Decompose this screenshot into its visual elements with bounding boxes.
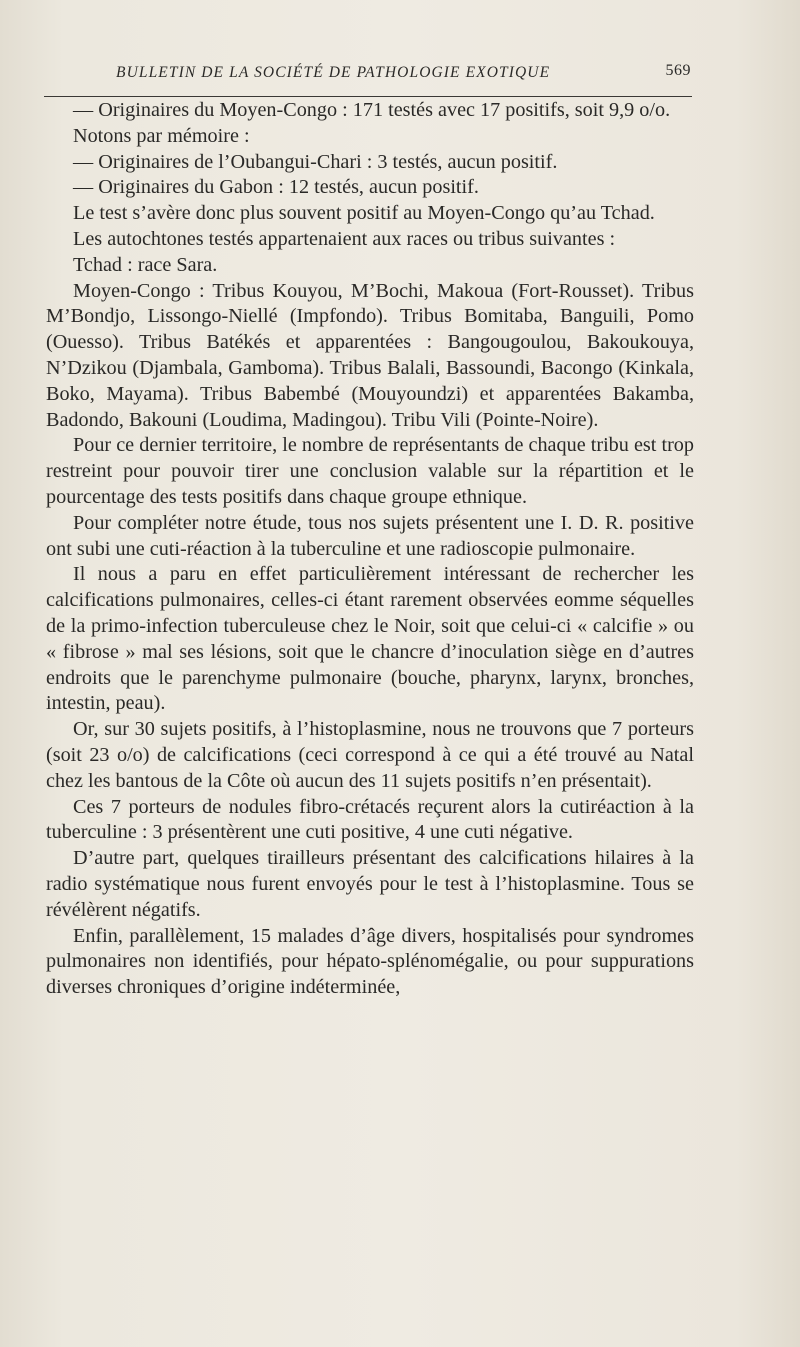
running-title: BULLETIN DE LA SOCIÉTÉ DE PATHOLOGIE EXOTIQUE (116, 64, 551, 81)
header-rule (44, 96, 692, 97)
paragraph-enfin: Enfin, parallèlement, 15 malades d’âge divers, hospitalisés pour syndromes pulmonaires non identifiés, pour hépato-splénomégalie, ou pour suppurations diverses chroniques d’origine indéterminée, (46, 924, 694, 999)
paragraph-calcifications: Il nous a paru en effet particulièrement intéressant de rechercher les calcifications pulmonaires, celles-ci étant rarement observées eomme séquelles de la primo-infection tuberculeuse chez le Noir, soit que celui-ci « calcifie » ou « fibrose » mal ses lésions, soit que le chancre d’inoculation siège en d’autres endroits que le parenchyme pulmonaire (bouche, pharynx, larynx, bronches, intestin, peau). (46, 563, 694, 715)
paragraph-autochtones: Les autochtones testés appartenaient aux races ou tribus suivantes : (73, 227, 616, 250)
page-header (116, 62, 691, 86)
page-number: 569 (665, 62, 691, 79)
paragraph-territory-note: Pour ce dernier territoire, le nombre de représentants de chaque tribu est trop restreint pour pouvoir tirer une conclusion valable sur la répartition et le pourcentage des tests positifs dans chaque groupe ethnique. (46, 434, 694, 508)
paragraph-tirailleurs: D’autre part, quelques tirailleurs présentant des calcifications hilaires à la radio systématique nous furent envoyés pour le test à l’histoplasmine. Tous se révélèrent négatifs. (46, 847, 694, 921)
paragraph-gabon: — Originaires du Gabon : 12 testés, aucun positif. (73, 176, 479, 199)
body-text (46, 98, 694, 1001)
paragraph-moyen-congo-tribes: Moyen-Congo : Tribus Kouyou, M’Bochi, Makoua (Fort-Rousset). Tribus M’Bondjo, Lissongo-Niellé (Impfondo). Tribus Bomitaba, Banguili, Pomo (Ouesso). Tribus Batékés et apparentées : Bangougoulou, Bakoukouya, N’Dzikou (Djambala, Gamboma). Tribus Balali, Bassoundi, Bacongo (Kinkala, Boko, Mayama). Tribus Babembé (Mouyoundzi) et apparentées Bakamba, Badondo, Bakouni (Loudima, Madingou). Tribu Vili (Pointe-Noire). (46, 279, 694, 431)
paragraph-porteurs: Or, sur 30 sujets positifs, à l’histoplasmine, nous ne trouvons que 7 porteurs (soit 23 o/o) de calcifications (ceci correspond à ce qui a été trouvé au Natal chez les bantous de la Côte où aucun des 11 sujets positifs n’en présentait). (46, 718, 694, 792)
paragraph-notons: Notons par mémoire : (73, 124, 250, 147)
paragraph-completer-etude: Pour compléter notre étude, tous nos sujets présentent une I. D. R. positive ont subi une cuti-réaction à la tuberculine et une radioscopie pulmonaire. (46, 511, 694, 560)
paragraph-tchad-race: Tchad : race Sara. (73, 253, 218, 276)
paragraph-nodules: Ces 7 porteurs de nodules fibro-crétacés reçurent alors la cutiréaction à la tuberculine : 3 présentèrent une cuti positive, 4 une cuti négative. (46, 795, 694, 844)
paragraph-moyen-congo-results: — Originaires du Moyen-Congo : 171 testés avec 17 positifs, soit 9,9 o/o. (73, 99, 671, 121)
paragraph-oubangui-chari: — Originaires de l’Oubangui-Chari : 3 testés, aucun positif. (73, 150, 558, 173)
paragraph-test-conclusion: Le test s’avère donc plus souvent positif au Moyen-Congo qu’au Tchad. (73, 202, 655, 225)
